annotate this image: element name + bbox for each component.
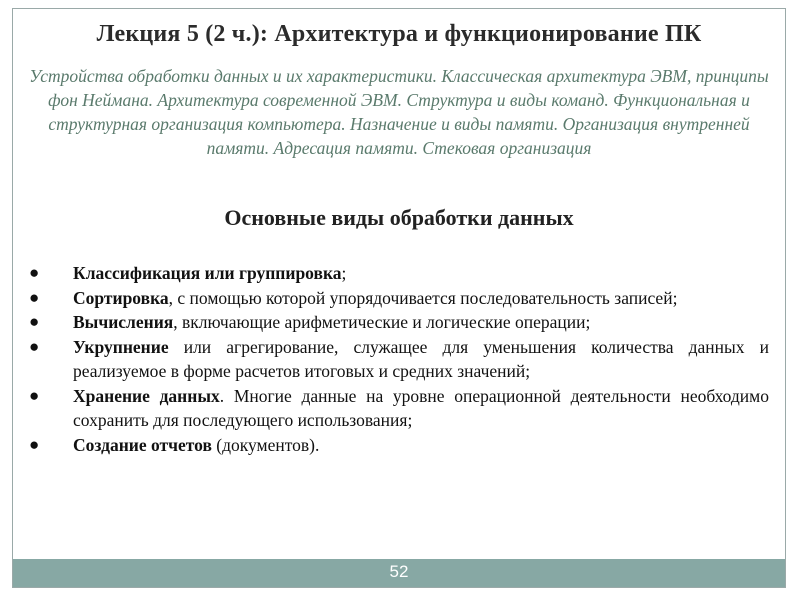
bullet-icon: ● (29, 434, 40, 454)
list-item (29, 261, 769, 286)
item-text: , включающие арифметические и логические операции; (173, 312, 591, 332)
item-text: (документов). (211, 434, 320, 455)
item-term: Вычисления (73, 312, 174, 332)
item-text: . Многие данные на уровне операционной деятельности необходимо сохранить для последующего использования; (73, 385, 769, 430)
slide-title: Лекция 5 (2 ч.): Архитектура и функционирование ПК (96, 21, 702, 47)
list-item (29, 310, 769, 335)
list-item (29, 433, 769, 458)
bullet-list (29, 261, 769, 457)
bullet-icon: ● (29, 385, 40, 405)
footer-bar (13, 559, 785, 587)
item-text: ; (341, 263, 347, 283)
slide (12, 8, 786, 588)
item-term: Хранение данных (73, 385, 220, 406)
list-item (29, 335, 769, 384)
item-term: Укрупнение (73, 336, 169, 357)
item-term: Сортировка (73, 287, 169, 308)
page-number: 52 (389, 562, 409, 581)
bullet-icon: ● (29, 287, 40, 307)
item-term: Создание отчетов (73, 434, 212, 455)
list-item (29, 384, 769, 433)
section-heading: Основные виды обработки данных (224, 205, 574, 230)
bullet-icon: ● (29, 312, 40, 331)
bullet-icon: ● (29, 336, 40, 356)
item-term: Классификация или группировка (73, 263, 342, 283)
bullet-icon: ● (29, 263, 40, 282)
list-item (29, 286, 769, 311)
slide-subtitle: Устройства обработки данных и их характеристики. Классическая архитектура ЭВМ, принципы фон Неймана. Архитектура современной ЭВМ. Структура и виды команд. Функциональная и структурная организация компьютера. Назначение и виды памяти. Организация внутренней памяти. Адресация памяти. Стековая организация (29, 66, 769, 158)
slide-header (13, 9, 785, 177)
item-text: , с помощью которой упорядочивается последовательность записей; (168, 287, 678, 308)
item-text: или агрегирование, служащее для уменьшения количества данных и реализуемое в форме расчетов итоговых и средних значений; (73, 336, 769, 381)
